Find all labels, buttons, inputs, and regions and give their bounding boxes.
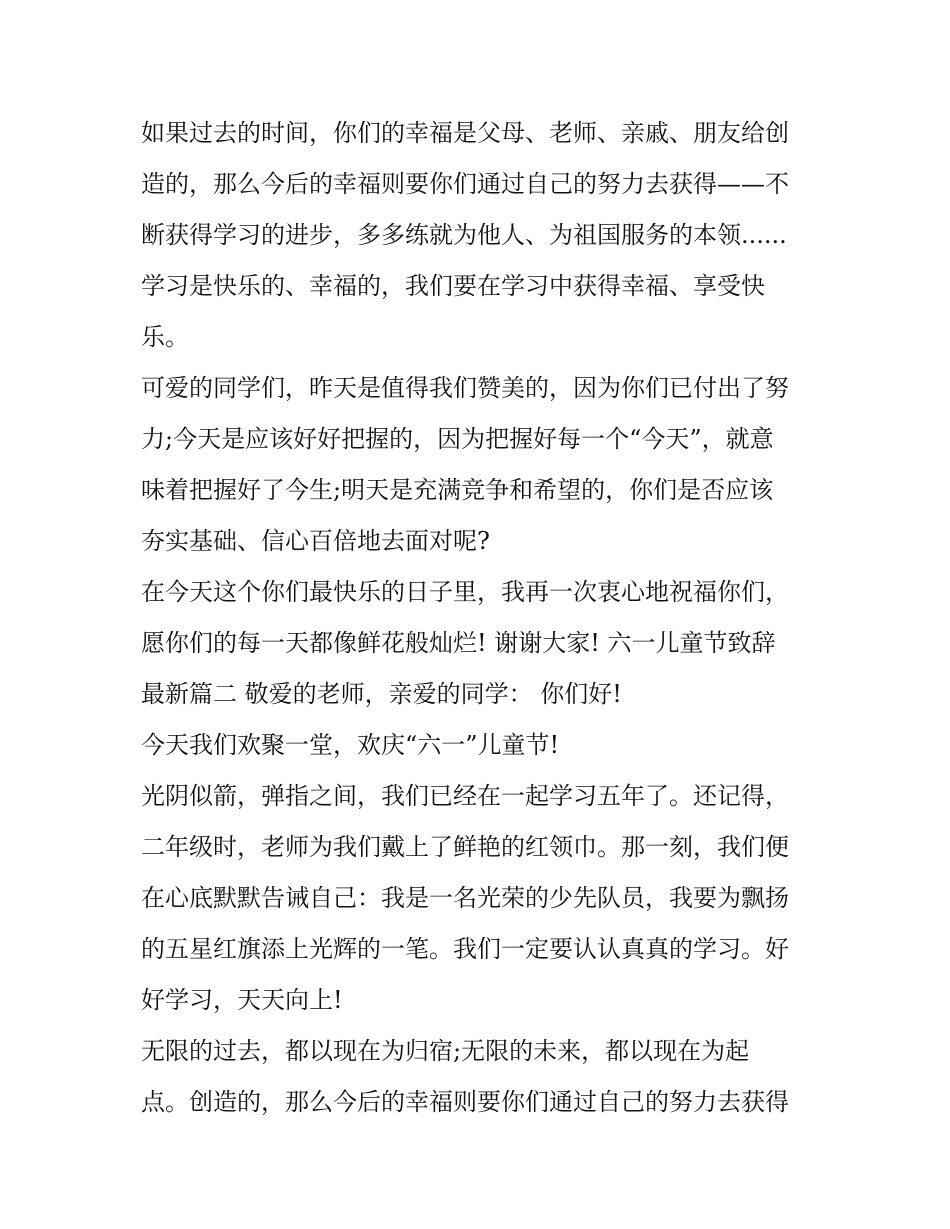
text-line-3: 断获得学习的进步，多多练就为他人、为祖国服务的本领......	[141, 221, 787, 249]
text-line-12: 最新篇二 敬爱的老师，亲爱的同学： 你们好!	[141, 680, 622, 708]
text-line-6: 可爱的同学们，昨天是值得我们赞美的，因为你们已付出了努	[141, 374, 789, 402]
text-line-5: 乐。	[141, 323, 189, 351]
text-line-11: 愿你们的每一天都像鲜花般灿烂! 谢谢大家! 六一儿童节致辞	[141, 629, 776, 657]
text-line-18: 好学习，天天向上!	[141, 986, 343, 1014]
text-line-8: 味着把握好了今生;明天是充满竞争和希望的，你们是否应该	[141, 476, 774, 504]
text-line-19: 无限的过去，都以现在为归宿;无限的未来，都以现在为起	[141, 1037, 750, 1065]
text-line-16: 在心底默默告诫自己：我是一名光荣的少先队员，我要为飘扬	[141, 884, 789, 912]
text-line-4: 学习是快乐的、幸福的，我们要在学习中获得幸福、享受快	[141, 272, 765, 300]
text-line-17: 的五星红旗添上光辉的一笔。我们一定要认认真真的学习。好	[141, 935, 789, 963]
text-line-14: 光阴似箭，弹指之间，我们已经在一起学习五年了。还记得，	[141, 782, 789, 810]
text-line-7: 力;今天是应该好好把握的，因为把握好每一个“今天”，就意	[141, 425, 774, 453]
text-line-10: 在今天这个你们最快乐的日子里，我再一次衷心地祝福你们，	[141, 578, 789, 606]
text-line-13: 今天我们欢聚一堂，欢庆“六一”儿童节!	[141, 731, 560, 759]
text-line-9: 夯实基础、信心百倍地去面对呢?	[141, 527, 490, 555]
document-body	[141, 108, 831, 1128]
text-line-20: 点。创造的，那么今后的幸福则要你们通过自己的努力去获得	[141, 1088, 789, 1116]
text-line-15: 二年级时，老师为我们戴上了鲜艳的红领巾。那一刻，我们便	[141, 833, 789, 861]
text-line-1: 如果过去的时间，你们的幸福是父母、老师、亲戚、朋友给创	[141, 119, 789, 147]
text-line-2: 造的，那么今后的幸福则要你们通过自己的努力去获得——不	[141, 170, 789, 198]
